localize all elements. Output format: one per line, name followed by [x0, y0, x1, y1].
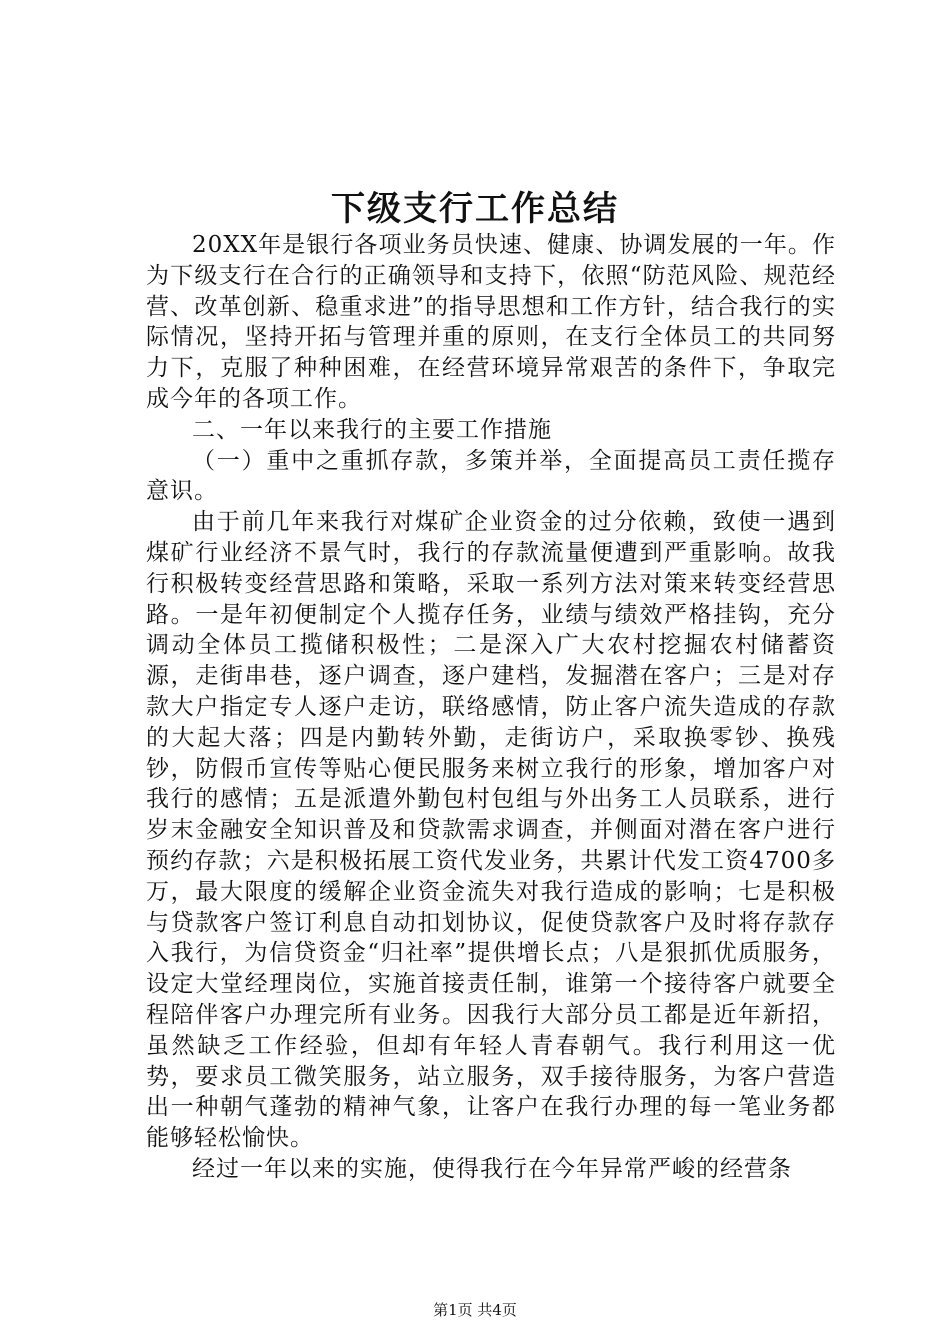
page-footer: 第1页 共4页 [433, 1301, 517, 1319]
document-body [146, 230, 836, 1185]
section-heading: 二、一年以来我行的主要工作措施 [192, 416, 552, 443]
paragraph-intro: 20XX年是银行各项业务员快速、健康、协调发展的一年。作为下级支行在合行的正确领导和支持下，依照“防范风险、规范经营、改革创新、稳重求进”的指导思想和工作方针，结合我行的实际情况，坚持开拓与管理并重的原则，在支行全体员工的共同努力下，克服了种种困难，在经营环境异常艰苦的条件下，争取完成今年的各项工作。 [146, 232, 836, 412]
paragraph-results: 经过一年以来的实施，使得我行在今年异常严峻的经营条 [192, 1155, 792, 1182]
paragraph-measures: 由于前几年来我行对煤矿企业资金的过分依赖，致使一遇到煤矿行业经济不景气时，我行的存款流量便遭到严重影响。故我行积极转变经营思路和策略，采取一系列方法对策来转变经营思路。一是年初便制定个人揽存任务，业绩与绩效严格挂钩，充分调动全体员工揽储积极性；二是深入广大农村挖掘农村储蓄资源，走街串巷，逐户调查，逐户建档，发掘潜在客户；三是对存款大户指定专人逐户走访，联络感情，防止客户流失造成的存款的大起大落；四是内勤转外勤，走街访户，采取换零钞、换残钞，防假币宣传等贴心便民服务来树立我行的形象，增加客户对我行的感情；五是派遣外勤包村包组与外出务工人员联系，进行岁末金融安全知识普及和贷款需求调查，并侧面对潜在客户进行预约存款；六是积极拓展工资代发业务，共累计代发工资4700多万，最大限度的缓解企业资金流失对我行造成的影响；七是积极与贷款客户签订利息自动扣划协议，促使贷款客户及时将存款存入我行，为信贷资金“归社率”提供增长点；八是狠抓优质服务，设定大堂经理岗位，实施首接责任制，谁第一个接待客户就要全程陪伴客户办理完所有业务。因我行大部分员工都是近年新招，虽然缺乏工作经验，但却有年轻人青春朝气。我行利用这一优势，要求员工微笑服务，站立服务，双手接待服务，为客户营造出一种朝气蓬勃的精神气象，让客户在我行办理的每一笔业务都能够轻松愉快。 [146, 509, 836, 1152]
document-title: 下级支行工作总结 [331, 189, 619, 229]
subsection-heading: （一）重中之重抓存款，多策并举，全面提高员工责任揽存意识。 [146, 447, 836, 505]
